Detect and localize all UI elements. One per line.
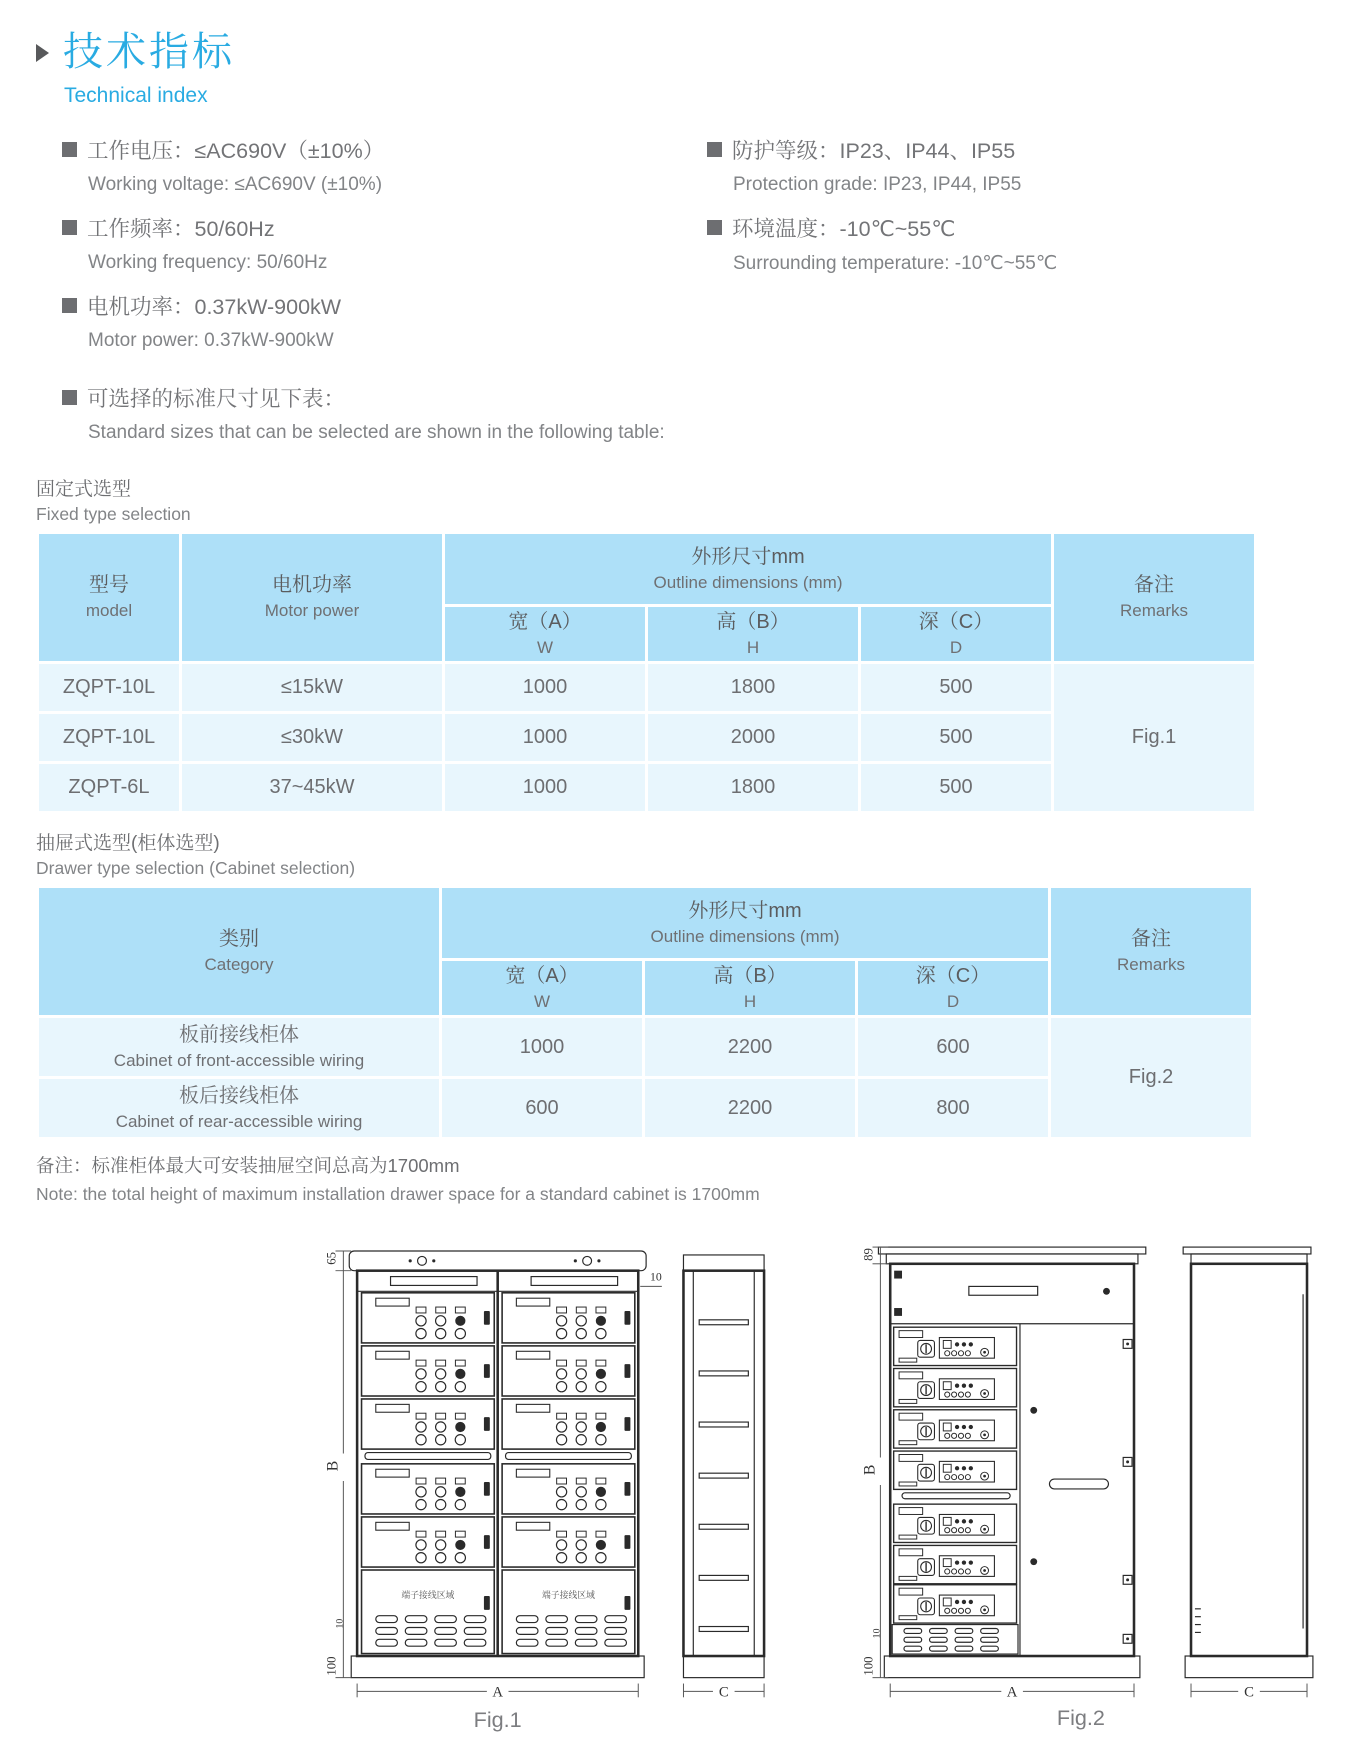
spec-text-en: Working frequency: 50/60Hz (88, 252, 328, 273)
table-note (36, 1152, 1317, 1205)
col-header-remarks: 备注 Remarks (1054, 534, 1254, 661)
cell-remark: Fig.1 (1054, 664, 1254, 811)
bullet-square-icon (62, 142, 77, 157)
bullet-square-icon (707, 220, 722, 235)
fixed-type-table (36, 531, 1257, 814)
spec-text-en: Working voltage: ≤AC690V (±10%) (88, 174, 383, 195)
col-header-category: 类别 Category (39, 888, 439, 1015)
cell-model: ZQPT-10L (39, 664, 179, 711)
table-row (39, 664, 1254, 711)
cell-remark: Fig.2 (1051, 1018, 1251, 1137)
fig1-dim-B: B (324, 1460, 342, 1472)
page-title: 技术指标 (63, 30, 235, 74)
section-arrow-icon (36, 44, 49, 62)
cell-depth: 500 (861, 764, 1051, 811)
fig2-dim-10-small: 10 (871, 1628, 883, 1639)
cell-depth: 600 (858, 1018, 1048, 1076)
fig2-caption: Fig.2 (1057, 1704, 1106, 1730)
fig1-drawing (306, 1231, 817, 1736)
cell-height: 1800 (648, 764, 858, 811)
table-row (39, 1018, 1251, 1076)
cell-width: 1000 (445, 664, 645, 711)
cell-power: ≤30kW (182, 714, 442, 761)
spec-column-right (707, 134, 1317, 460)
cell-depth: 500 (861, 664, 1051, 711)
page-header (36, 30, 1317, 74)
cell-power: 37~45kW (182, 764, 442, 811)
spec-text-en: Surrounding temperature: -10℃~55℃ (733, 253, 1058, 274)
page-subtitle: Technical index (64, 84, 208, 107)
cell-height: 2200 (645, 1018, 855, 1076)
fig2-dim-A: A (1006, 1684, 1018, 1701)
spec-item (62, 382, 707, 444)
note-zh: 备注：标准柜体最大可安装抽屉空间总高为1700mm (36, 1155, 460, 1176)
section-title-en: Fixed type selection (36, 504, 191, 524)
fig1-dim-65: 65 (324, 1252, 339, 1265)
fig2-dim-89: 89 (861, 1248, 876, 1261)
cell-height: 2000 (648, 714, 858, 761)
cell-height: 1800 (648, 664, 858, 711)
cell-width: 1000 (445, 714, 645, 761)
cell-width: 1000 (442, 1018, 642, 1076)
fig2-dim-B: B (861, 1464, 879, 1476)
spec-item (62, 290, 707, 352)
cell-depth: 500 (861, 714, 1051, 761)
section-title-en: Drawer type selection (Cabinet selection) (36, 858, 356, 878)
note-en: Note: the total height of maximum installation drawer space for a standard cabinet is 1700mm (36, 1184, 760, 1204)
fig1-dim-100: 100 (324, 1656, 339, 1676)
bullet-square-icon (707, 142, 722, 157)
cell-model: ZQPT-10L (39, 714, 179, 761)
spec-text-en: Motor power: 0.37kW-900kW (88, 330, 334, 351)
spec-text-zh: 防护等级：IP23、IP44、IP55 (732, 139, 1016, 163)
spec-text-zh: 工作频率：50/60Hz (87, 217, 275, 241)
cell-width: 1000 (445, 764, 645, 811)
spec-text-en: Standard sizes that can be selected are shown in the following table: (88, 422, 665, 443)
cell-power: ≤15kW (182, 664, 442, 711)
fig2-dim-C: C (1244, 1684, 1255, 1701)
col-header-depth: 深（C） D (858, 961, 1048, 1015)
cell-category: 板前接线柜体 Cabinet of front-accessible wiring (39, 1018, 439, 1076)
fig1-dim-10-small: 10 (334, 1618, 346, 1629)
bullet-square-icon (62, 220, 77, 235)
fig1-dim-C: C (718, 1684, 729, 1701)
drawer-table-section-label (36, 828, 1317, 879)
col-header-width: 宽（A） W (442, 961, 642, 1015)
fig2-dim-100: 100 (861, 1656, 876, 1676)
cell-depth: 800 (858, 1079, 1048, 1137)
spec-text-zh: 可选择的标准尺寸见下表： (87, 387, 346, 411)
spec-text-zh: 工作电压：≤AC690V（±10%） (87, 139, 385, 163)
cell-category: 板后接线柜体 Cabinet of rear-accessible wiring (39, 1079, 439, 1137)
cell-width: 600 (442, 1079, 642, 1137)
col-header-remarks: 备注 Remarks (1051, 888, 1251, 1015)
section-title-zh: 固定式选型 (36, 479, 132, 500)
spec-text-zh: 电机功率：0.37kW-900kW (87, 295, 342, 319)
col-header-depth: 深（C） D (861, 607, 1051, 661)
col-header-height: 高（B） H (648, 607, 858, 661)
figure-row (306, 1231, 1317, 1736)
spec-column-left (62, 134, 707, 460)
fig1-dim-A: A (492, 1684, 504, 1701)
bullet-square-icon (62, 298, 77, 313)
spec-item (707, 212, 1317, 275)
fig1-caption: Fig.1 (473, 1706, 522, 1732)
col-header-outline-dimensions: 外形尺寸mm Outline dimensions (mm) (442, 888, 1048, 958)
fig2-drawing (845, 1231, 1317, 1736)
bullet-square-icon (62, 390, 77, 405)
spec-item (62, 134, 707, 196)
col-header-height: 高（B） H (645, 961, 855, 1015)
spec-list (62, 134, 1317, 460)
fig1-dim-10-top: 10 (650, 1269, 662, 1284)
cell-model: ZQPT-6L (39, 764, 179, 811)
fig1-front-view (349, 1251, 646, 1678)
col-header-motor-power: 电机功率 Motor power (182, 534, 442, 661)
fig2-side-view (1183, 1247, 1313, 1678)
drawer-type-table (36, 885, 1254, 1140)
fig2-door (1030, 1339, 1132, 1643)
fig1-side-view (683, 1255, 764, 1678)
col-header-outline-dimensions: 外形尺寸mm Outline dimensions (mm) (445, 534, 1051, 604)
cell-height: 2200 (645, 1079, 855, 1137)
spec-item (707, 134, 1317, 196)
spec-text-en: Protection grade: IP23, IP44, IP55 (733, 174, 1022, 195)
spec-item (62, 212, 707, 274)
spec-text-zh: 环境温度：-10℃~55℃ (732, 217, 956, 241)
fixed-table-section-label (36, 474, 1317, 525)
section-title-zh: 抽屉式选型(柜体选型) (36, 833, 220, 854)
col-header-model: 型号 model (39, 534, 179, 661)
fig2-front-view (879, 1247, 1146, 1678)
col-header-width: 宽（A） W (445, 607, 645, 661)
